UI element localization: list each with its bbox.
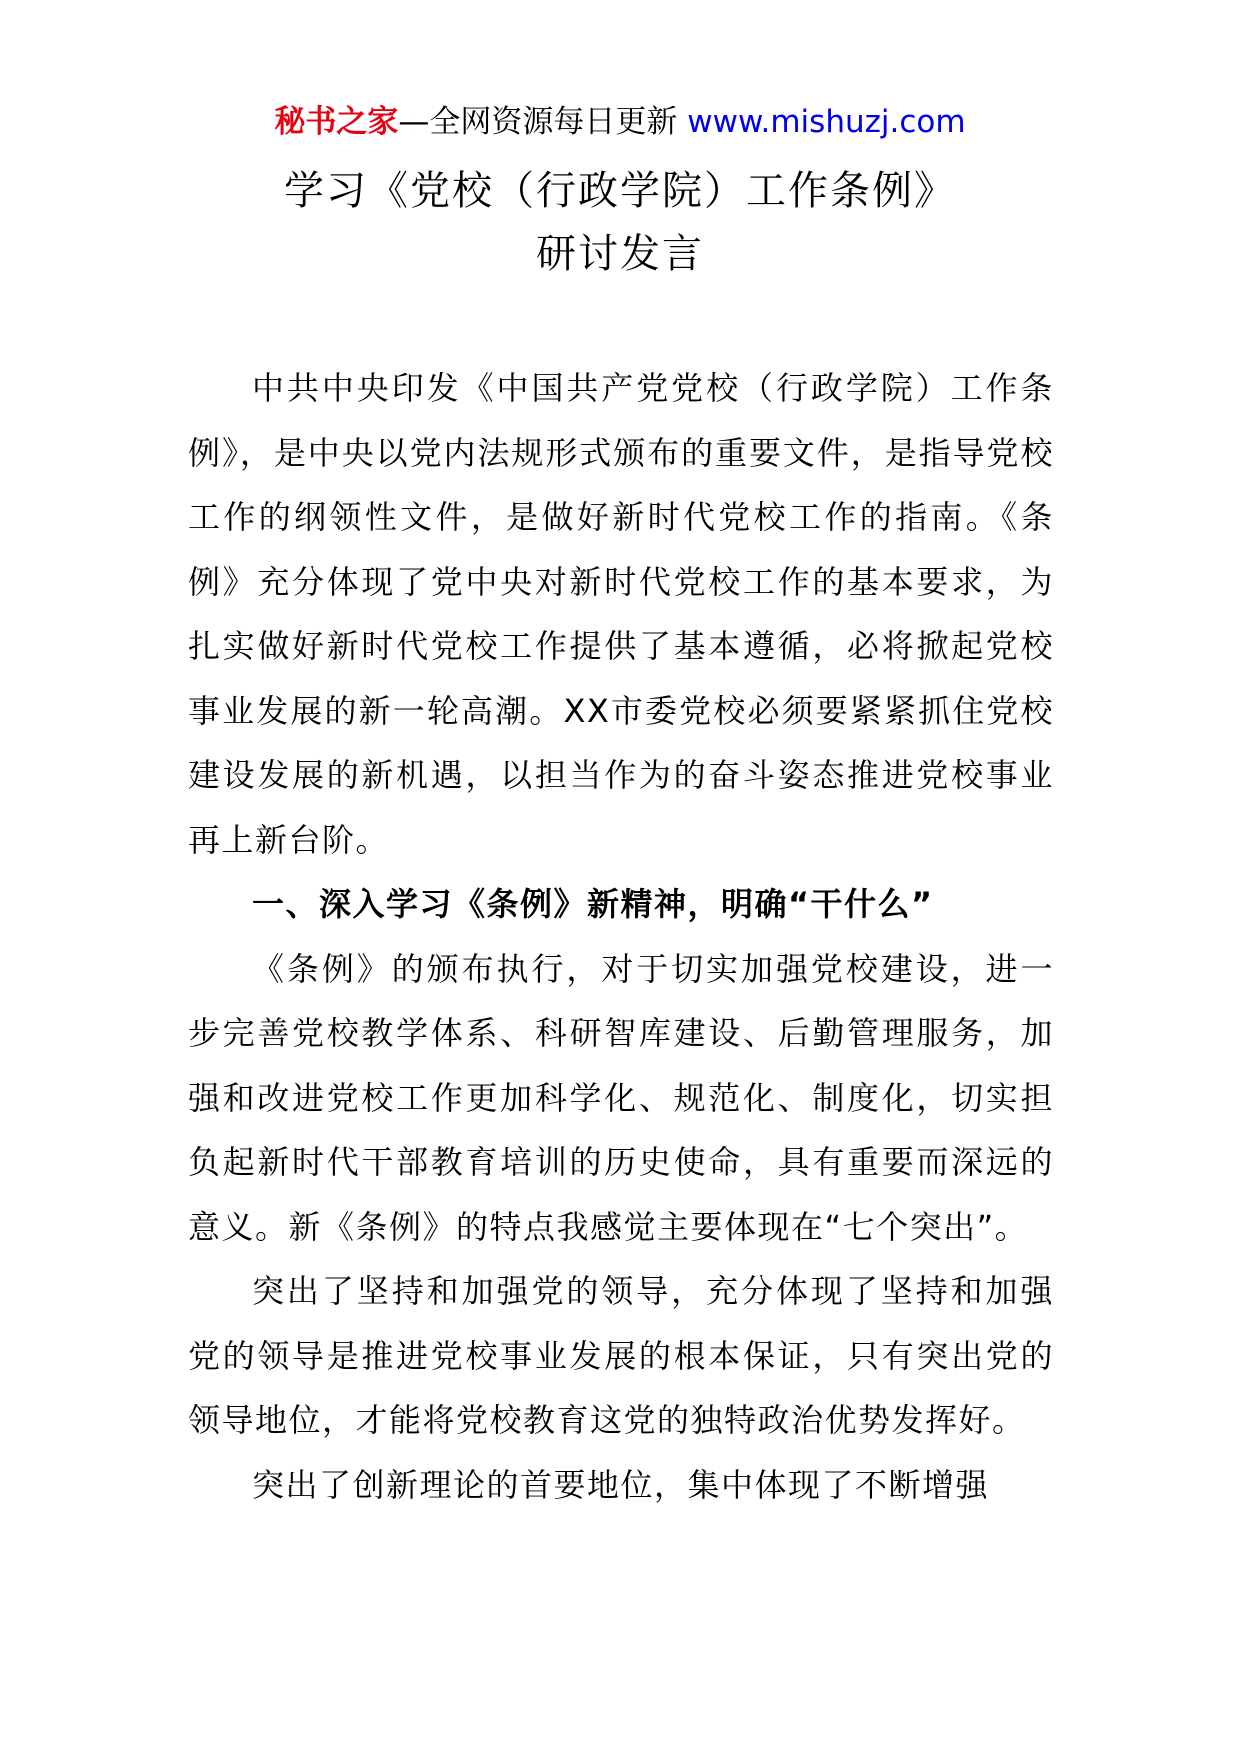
document-body	[188, 356, 1054, 1517]
title-line-1: 学习《党校（行政学院）工作条例》	[284, 168, 956, 214]
paragraph-intro: 中共中央印发《中国共产党党校（行政学院）工作条例》，是中央以党内法规形式颁布的重要文件，是指导党校工作的纲领性文件，是做好新时代党校工作的指南。《条例》充分体现了党中央对新时代党校工作的基本要求，为扎实做好新时代党校工作提供了基本遵循，必将掀起党校事业发展的新一轮高潮。XX市委党校必须要紧紧抓住党校建设发展的新机遇，以担当作为的奋斗姿态推进党校事业再上新台阶。	[188, 369, 1054, 859]
site-header	[0, 100, 1240, 144]
paragraph-significance: 《条例》的颁布执行，对于切实加强党校建设，进一步完善党校教学体系、科研智库建设、后勤管理服务，加强和改进党校工作更加科学化、规范化、制度化，切实担负起新时代干部教育培训的历史使命，具有重要而深远的意义。新《条例》的特点我感觉主要体现在“七个突出”。	[188, 949, 1054, 1246]
site-name: 秘书之家	[274, 104, 399, 140]
site-url-link[interactable]: www.mishuzj.com	[687, 104, 966, 140]
site-tagline: —全网资源每日更新	[398, 104, 688, 140]
title-line-2: 研讨发言	[536, 231, 704, 277]
paragraph-innovative-theory: 突出了创新理论的首要地位，集中体现了不断增强	[252, 1465, 990, 1504]
document-title	[0, 160, 1240, 286]
paragraph-party-leadership: 突出了坚持和加强党的领导，充分体现了坚持和加强党的领导是推进党校事业发展的根本保证，只有突出党的领导地位，才能将党校教育这党的独特政治优势发挥好。	[188, 1272, 1054, 1439]
section-heading-1: 一、深入学习《条例》新精神，明确“干什么”	[252, 885, 934, 923]
